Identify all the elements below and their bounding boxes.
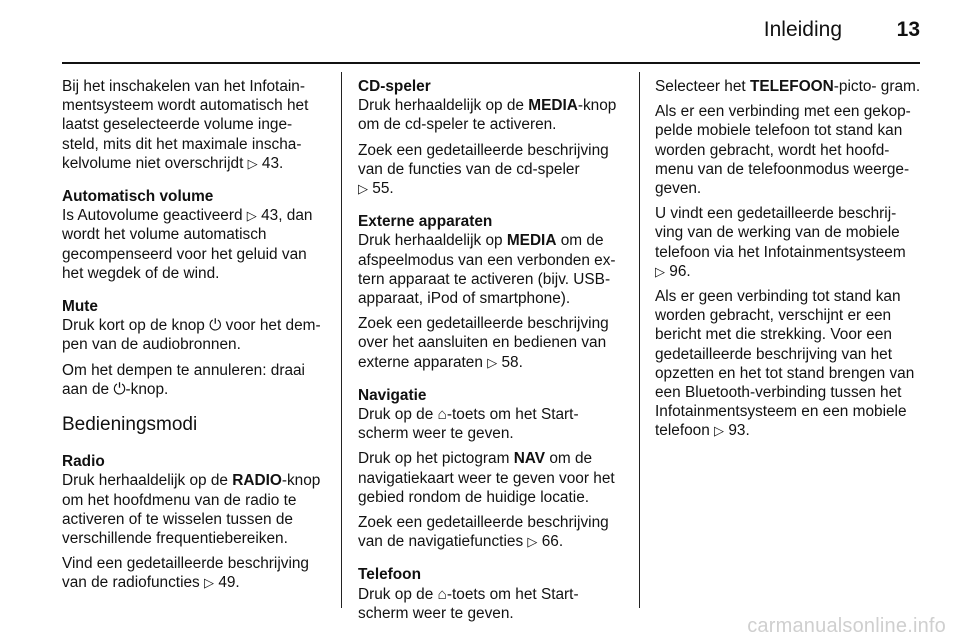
nav-map-paragraph: Druk op het pictogram NAV om de navigatiekaart weer te geven voor het gebied rondom de huidige locatie. bbox=[358, 450, 615, 506]
intro-paragraph: Bij het inschakelen van het Infotain‐ mentsysteem wordt automatisch het laatst geselecteerde volume inge‐ steld, mits dit het maximale inscha‐ kelvolume niet overschrijdt ▷ 43. bbox=[62, 78, 309, 172]
power-knob-icon: ⏻ bbox=[209, 317, 222, 335]
page-ref-arrow-icon: ▷ bbox=[204, 575, 215, 591]
page-header bbox=[62, 14, 920, 50]
page-ref-arrow-icon: ▷ bbox=[358, 181, 368, 197]
watermark: carmanualsonline.info bbox=[747, 615, 946, 637]
cd-heading: CD-speler bbox=[358, 78, 431, 95]
chapter-title: Inleiding bbox=[763, 18, 842, 41]
column-3 bbox=[655, 77, 921, 447]
radio-key-label: RADIO bbox=[232, 472, 282, 490]
unmute-paragraph: Om het dempen te annuleren: draai aan de ⏻-knop. bbox=[62, 361, 305, 398]
connection-paragraph: Als er een verbinding met een gekop‐ pelde mobiele telefoon tot stand kan worden gebracht, wordt het hoofd‐ menu van de telefoonmodus weerge‐ geven. bbox=[655, 103, 911, 198]
mute-heading: Mute bbox=[62, 298, 98, 316]
page-number: 13 bbox=[896, 18, 920, 41]
auto-volume-heading: Automatisch volume bbox=[62, 188, 214, 206]
header-rule bbox=[62, 62, 920, 64]
phone-description-paragraph: U vindt een gedetailleerde beschrij‐ ving van de werking van de mobiele telefoon via het Infotainmentsysteem ▷ 96. bbox=[655, 205, 906, 280]
page-ref-arrow-icon: ▷ bbox=[246, 208, 257, 224]
media-key-label: MEDIA bbox=[506, 232, 557, 250]
page-ref-arrow-icon: ▷ bbox=[527, 534, 538, 550]
power-knob-icon: ⏻ bbox=[113, 380, 126, 398]
external-heading: Externe apparaten bbox=[358, 213, 493, 231]
column-divider bbox=[639, 72, 640, 608]
nav-heading: Navigatie bbox=[358, 386, 427, 404]
select-phone-paragraph: Selecteer het TELEFOON-picto‐ gram. bbox=[655, 78, 921, 95]
mute-section: Mute Druk kort op de knop ⏻ voor het dem‐ pen van de audiobronnen. bbox=[62, 298, 321, 354]
media-key-label: MEDIA bbox=[528, 97, 578, 115]
radio-section: Radio Druk herhaaldelijk op de RADIO-knop om het hoofdmenu van de radio te activeren of te wisselen tussen de verschillende frequentiebereiken. bbox=[62, 453, 321, 548]
section-title: Bedieningsmodi bbox=[62, 414, 198, 436]
nav-section: Navigatie Druk op de ⌂-toets om het Start‐ scherm weer te geven. bbox=[358, 386, 579, 443]
nav-more-paragraph: Zoek een gedetailleerde beschrijving van de navigatiefuncties ▷ 66. bbox=[358, 514, 609, 551]
page-ref-arrow-icon: ▷ bbox=[655, 263, 665, 279]
page-ref-arrow-icon: ▷ bbox=[487, 354, 498, 370]
auto-volume-section: Automatisch volume Is Autovolume geactiveerd ▷ 43, dan wordt het volume automatisch gecompenseerd voor het geluid van het wegdek of de wind. bbox=[62, 188, 313, 282]
nav-key-label: NAV bbox=[513, 450, 546, 468]
no-connection-paragraph: Als er geen verbinding tot stand kan worden gebracht, verschijnt er een bericht met die strekking. Voor een gedetailleerde beschrijving van het opzetten en het tot stand brengen van een Bluetooth-verbinding tussen het Infotainmentsysteem en een mobiele telefoon ▷ 93. bbox=[655, 288, 915, 440]
page-ref-arrow-icon: ▷ bbox=[247, 155, 258, 171]
cd-section: CD-speler Druk herhaaldelijk op de MEDIA-knop om de cd-speler te activeren. bbox=[358, 78, 617, 134]
external-section: Externe apparaten Druk herhaaldelijk op MEDIA om de afspeelmodus van een verbonden ex‐ tern apparaat te activeren (bijv. USB- apparaat, iPod of smartphone). bbox=[358, 213, 616, 308]
phone-section: Telefoon Druk op de ⌂-toets om het Start‐ scherm weer te geven. bbox=[358, 566, 579, 622]
telefoon-key-label: TELEFOON bbox=[749, 78, 834, 95]
external-more-paragraph: Zoek een gedetailleerde beschrijving over het aansluiten en bedienen van externe apparaten ▷ 58. bbox=[358, 315, 609, 371]
column-1 bbox=[62, 77, 324, 599]
home-key-icon: ⌂ bbox=[437, 585, 447, 603]
cd-more-paragraph: Zoek een gedetailleerde beschrijving van de functies van de cd-speler ▷ 55. bbox=[358, 141, 609, 198]
page-ref-arrow-icon: ▷ bbox=[714, 423, 725, 439]
radio-more-paragraph: Vind een gedetailleerde beschrijving van de radiofuncties ▷ 49. bbox=[62, 555, 309, 592]
phone-heading: Telefoon bbox=[358, 566, 421, 584]
home-key-icon: ⌂ bbox=[437, 406, 447, 424]
column-2 bbox=[358, 77, 624, 629]
column-divider bbox=[341, 72, 342, 608]
radio-heading: Radio bbox=[62, 453, 105, 471]
